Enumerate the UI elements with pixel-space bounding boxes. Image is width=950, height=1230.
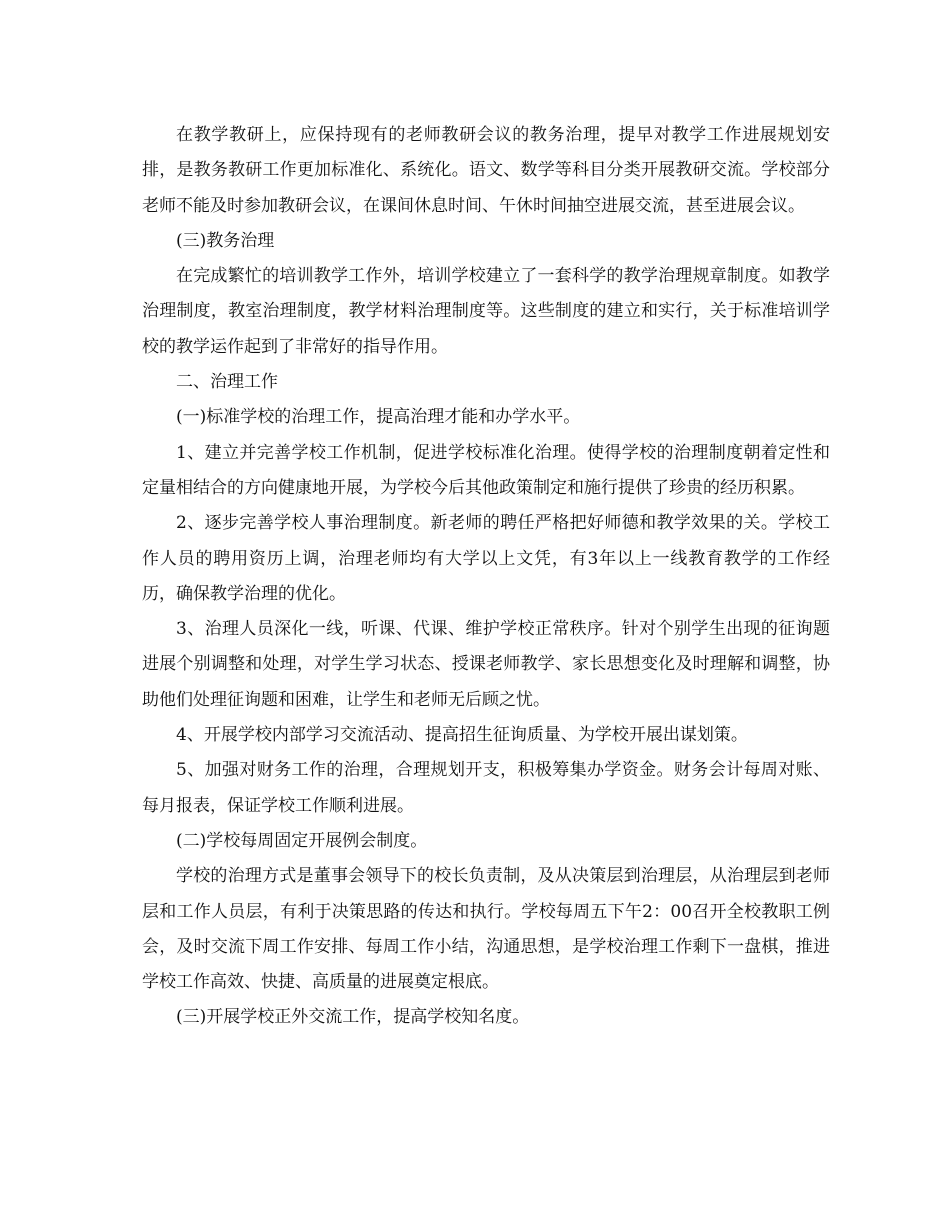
paragraph-academic-rules: 在完成繁忙的培训教学工作外，培训学校建立了一套科学的教学治理规章制度。如教学治理制度，教室治理制度，教学材料治理制度等。这些制度的建立和实行，关于标准培训学校的教学运作起到了非常好的指导作用。	[142, 266, 830, 357]
paragraph-item-3: 3、治理人员深化一线，听课、代课、维护学校正常秩序。针对个别学生出现的征询题进展个别调整和处理，对学生学习状态、授课老师教学、家长思想变化及时理解和调整，协助他们处理征询题和困难，让学生和老师无后顾之忧。	[142, 619, 830, 710]
section-heading-management: 二、治理工作	[176, 372, 278, 393]
section-heading-academic-affairs: (三)教务治理	[176, 230, 275, 251]
paragraph-item-1: 1、建立并完善学校工作机制，促进学校标准化治理。使得学校的治理制度朝着定性和定量相结合的方向健康地开展，为学校今后其他政策制定和施行提供了珍贵的经历积累。	[142, 442, 830, 498]
subheading-weekly-meeting: (二)学校每周固定开展例会制度。	[176, 830, 428, 851]
paragraph-item-2: 2、逐步完善学校人事治理制度。新老师的聘任严格把好师德和教学效果的关。学校工作人员的聘用资历上调，治理老师均有大学以上文凭，有3年以上一线教育教学的工作经历，确保教学治理的优化。	[142, 513, 830, 604]
paragraph-weekly-meeting: 学校的治理方式是董事会领导下的校长负责制，及从决策层到治理层，从治理层到老师层和工作人员层，有利于决策思路的传达和执行。学校每周五下午2：00召开全校教职工例会，及时交流下周工作安排、每周工作小结，沟通思想，是学校治理工作剩下一盘棋，推进学校工作高效、快捷、高质量的进展奠定根底。	[142, 866, 830, 993]
subheading-external-exchange: (三)开展学校正外交流工作，提高学校知名度。	[176, 1007, 530, 1028]
paragraph-item-4: 4、开展学校内部学习交流活动、提高招生征询质量、为学校开展出谋划策。	[176, 725, 748, 746]
paragraph-teaching-research: 在教学教研上，应保持现有的老师教研会议的教务治理，提早对教学工作进展规划安排，是教务教研工作更加标准化、系统化。语文、数学等科目分类开展教研交流。学校部分老师不能及时参加教研会议，在课间休息时间、午休时间抽空进展交流，甚至进展会议。	[142, 125, 830, 216]
subheading-standardize-management: (一)标准学校的治理工作，提高治理才能和办学水平。	[176, 407, 581, 428]
paragraph-item-5: 5、加强对财务工作的治理，合理规划开支，积极筹集办学资金。财务会计每周对账、每月报表，保证学校工作顺利进展。	[142, 760, 830, 816]
